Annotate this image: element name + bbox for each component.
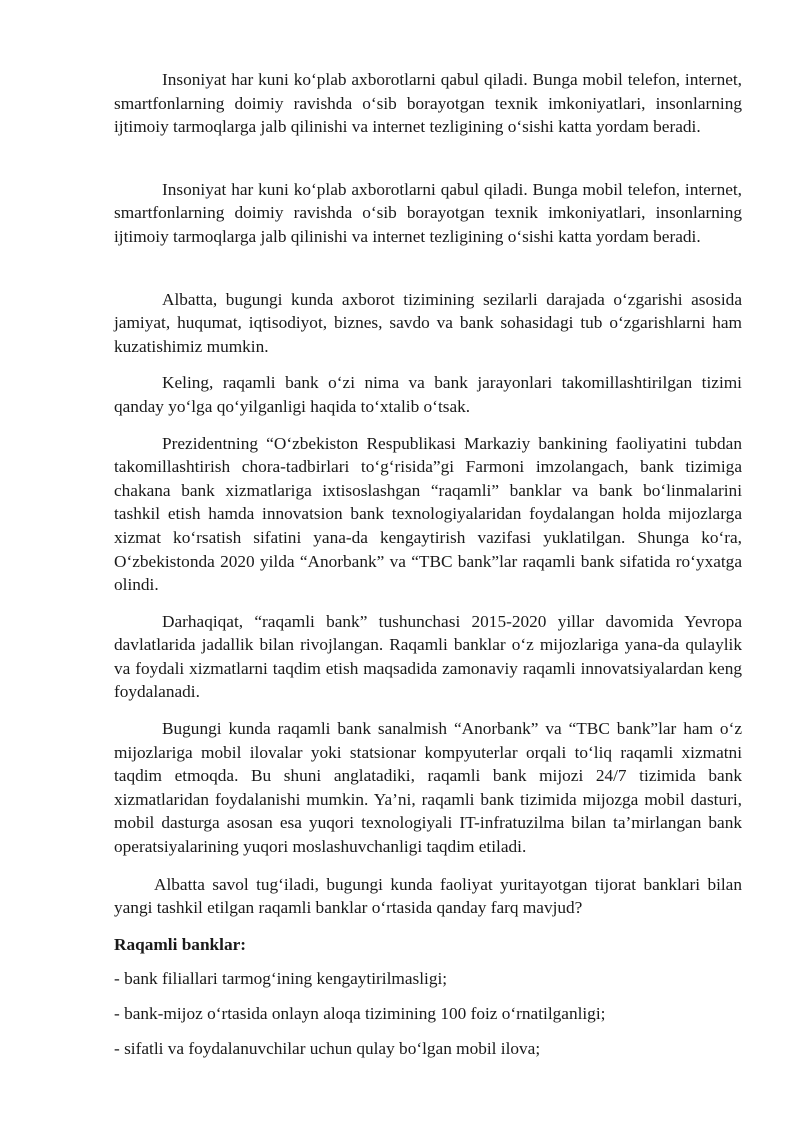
feature-list	[114, 967, 742, 1060]
paragraph-1: Insoniyat har kuni ko‘plab axborotlarni qabul qiladi. Bunga mobil telefon, internet, smartfonlarning doimiy ravishda o‘sib borayotgan texnik imkoniyatlari, insonlarning ijtimoiy tarmoqlarga jalb qilinishi va internet tezligining o‘sishi katta yordam beradi.	[114, 70, 742, 137]
paragraph-8: Albatta savol tug‘iladi, bugungi kunda faoliyat yuritayotgan tijorat banklari bilan yangi tashkil etilgan raqamli banklar o‘rtasida qanday farq mavjud?	[114, 874, 742, 918]
section-heading: Raqamli banklar:	[114, 934, 247, 954]
paragraph-3: Albatta, bugungi kunda axborot tizimining sezilarli darajada o‘zgarishi asosida jamiyat, huqumat, iqtisodiyot, biznes, savdo va bank sohasidagi tub o‘zgarishlarni ham kuzatishimiz mumkin.	[114, 289, 742, 356]
paragraph-4: Keling, raqamli bank o‘zi nima va bank jarayonlari takomillashtirilgan tizimi qanday yo‘lga qo‘yilganligi haqida to‘xtalib o‘tsak.	[114, 373, 742, 416]
list-item: - bank filiallari tarmog‘ining kengaytirilmasligi;	[114, 969, 448, 989]
paragraph-5: Prezidentning “O‘zbekiston Respublikasi Markaziy bankining faoliyatini tubdan takomillashtirish chora-tadbirlari to‘g‘risida”gi Farmoni imzolangach, bank tizimiga chakana bank xizmatlariga ixtisoslashgan “raqamli” banklar va bank bo‘linmalarini tashkil etish hamda innovatsion bank texnologiyalaridan foydalangan holda mijozlarga xizmat ko‘rsatish sifatini yana-da kengaytirish vazifasi yuklatilgan. Shunga ko‘ra, O‘zbekistonda 2020 yilda “Anorbank” va “TBC bank”lar raqamli bank sifatida ro‘yxatga olindi.	[114, 433, 742, 595]
paragraph-6: Darhaqiqat, “raqamli bank” tushunchasi 2015-2020 yillar davomida Yevropa davlatlarida jadallik bilan rivojlangan. Raqamli banklar o‘z mijozlariga yana-da qulaylik va foydali xizmatlarni taqdim etish maqsadida zamonaviy raqamli innovatsiyalardan keng foydalanadi.	[114, 611, 742, 702]
list-item: - sifatli va foydalanuvchilar uchun qulay bo‘lgan mobil ilova;	[114, 1038, 541, 1058]
paragraph-2: Insoniyat har kuni ko‘plab axborotlarni qabul qiladi. Bunga mobil telefon, internet, smartfonlarning doimiy ravishda o‘sib borayotgan texnik imkoniyatlari, insonlarning ijtimoiy tarmoqlarga jalb qilinishi va internet tezligining o‘sishi katta yordam beradi.	[114, 179, 742, 246]
paragraph-7: Bugungi kunda raqamli bank sanalmish “Anorbank” va “TBC bank”lar ham o‘z mijozlariga mobil ilovalar yoki statsionar kompyuterlar orqali to‘liq raqamli xizmatni taqdim etmoqda. Bu shuni anglatadiki, raqamli bank mijozi 24/7 tizimida bank xizmatlaridan foydalanishi mumkin. Ya’ni, raqamli bank tizimida mijozga mobil dasturi, mobil dasturga asosan esa yuqori texnologiyali IT-infratuzilma bilan ta’mirlangan bank operatsiyalarining yuqori moslashuvchanligi taqdim etiladi.	[114, 719, 742, 857]
list-item: - bank-mijoz o‘rtasida onlayn aloqa tizimining 100 foiz o‘rnatilganligi;	[114, 1004, 606, 1023]
document-page	[114, 68, 742, 1060]
